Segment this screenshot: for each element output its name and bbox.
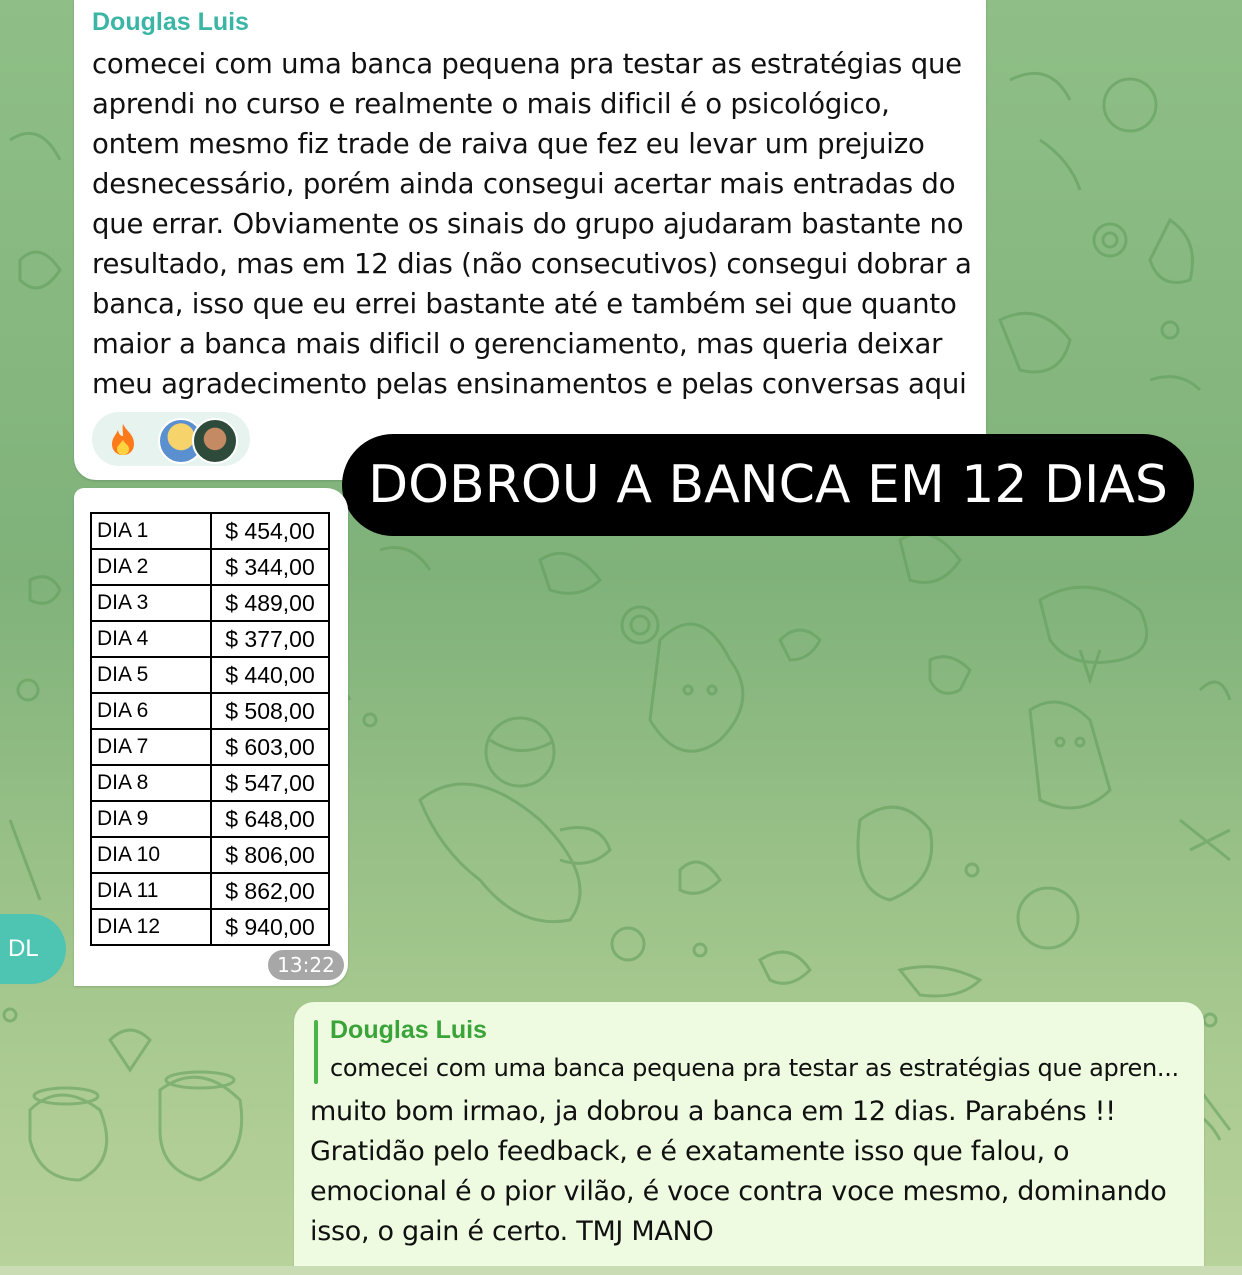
message-line: resultado, mas em 12 dias (não consecutivos) consegui dobrar a [92,248,972,280]
message-line: maior a banca mais dificil o gerenciamento, mas queria deixar [92,328,943,360]
table-row [91,657,329,693]
bottom-edge [0,1266,1242,1275]
message-line: muito bom irmao, ja dobrou a banca em 12 dias. Parabéns !! [310,1096,1116,1127]
table-cell-day: DIA 12 [91,909,211,945]
table-row [91,549,329,585]
message-line: desnecessário, porém ainda consegui acertar mais entradas do [92,168,956,200]
table-cell-value: $ 547,00 [211,765,329,801]
message-text [92,44,972,404]
table-cell-value: $ 440,00 [211,657,329,693]
table-cell-day: DIA 9 [91,801,211,837]
table-cell-day: DIA 11 [91,873,211,909]
table-cell-value: $ 648,00 [211,801,329,837]
table-cell-day: DIA 10 [91,837,211,873]
message-line: comecei com uma banca pequena pra testar as estratégias que [92,48,962,80]
table-cell-value: $ 508,00 [211,693,329,729]
table-cell-day: DIA 3 [91,585,211,621]
table-cell-value: $ 454,00 [211,513,329,549]
table-cell-value: $ 489,00 [211,585,329,621]
fire-icon [108,422,138,456]
message-line: Gratidão pelo feedback, e é exatamente isso que falou, o [310,1136,1070,1167]
table-cell-value: $ 377,00 [211,621,329,657]
message-line: que errar. Obviamente os sinais do grupo ajudaram bastante no [92,208,964,240]
table-row [91,693,329,729]
message-bubble-incoming[interactable] [74,0,986,480]
table-cell-day: DIA 1 [91,513,211,549]
table-row [91,765,329,801]
table-row [91,513,329,549]
table-cell-day: DIA 2 [91,549,211,585]
message-line: banca, isso que eu errei bastante até e também sei que quanto [92,288,957,320]
reply-accent-bar [314,1020,318,1084]
table-row [91,729,329,765]
reply-quoted-name[interactable]: Douglas Luis [330,1016,487,1044]
table-cell-value: $ 862,00 [211,873,329,909]
table-cell-value: $ 603,00 [211,729,329,765]
table-cell-value: $ 940,00 [211,909,329,945]
message-line: meu agradecimento pelas ensinamentos e pelas conversas aqui [92,368,967,400]
message-time: 13:22 [268,950,344,980]
caption-text: DOBROU A BANCA EM 12 DIAS [368,455,1168,515]
table-row [91,585,329,621]
table-cell-value: $ 344,00 [211,549,329,585]
message-bubble-outgoing[interactable] [294,1002,1204,1275]
results-table [90,512,330,946]
table-row [91,801,329,837]
reactor-avatar [192,418,238,464]
table-row [91,621,329,657]
message-line: ontem mesmo fiz trade de raiva que fez eu levar um prejuizo [92,128,925,160]
reaction-chip[interactable] [92,412,250,466]
message-text [310,1092,1190,1252]
message-line: isso, o gain é certo. TMJ MANO [310,1216,714,1247]
table-cell-day: DIA 6 [91,693,211,729]
table-cell-day: DIA 5 [91,657,211,693]
message-line: aprendi no curso e realmente o mais dificil é o psicológico, [92,88,890,120]
table-row [91,909,329,945]
message-line: emocional é o pior vilão, é voce contra voce mesmo, dominando [310,1176,1167,1207]
table-cell-day: DIA 7 [91,729,211,765]
message-bubble-image[interactable] [74,488,348,986]
reply-quoted-snippet[interactable]: comecei com uma banca pequena pra testar as estratégias que apren... [330,1054,1179,1082]
caption-banner [342,434,1194,536]
table-cell-day: DIA 4 [91,621,211,657]
avatar-initials: DL [8,935,39,962]
table-row [91,873,329,909]
sender-name[interactable]: Douglas Luis [92,8,249,36]
table-cell-value: $ 806,00 [211,837,329,873]
table-cell-day: DIA 8 [91,765,211,801]
table-row [91,837,329,873]
